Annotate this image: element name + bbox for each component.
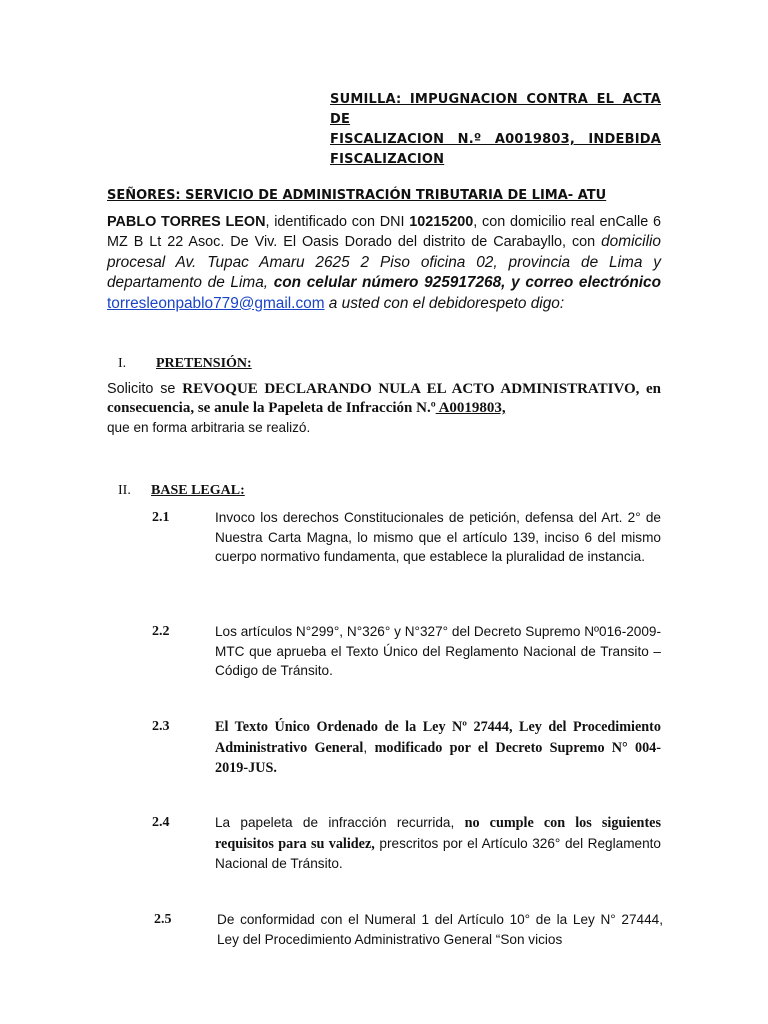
item-2-3-bold-2: modificado por el Decreto Supremo N° 004-2019-JUS.: [215, 739, 661, 777]
email-link[interactable]: torresleonpablo779@gmail.com: [107, 294, 325, 312]
solicito-line-3: que en forma arbitraria se realizó.: [107, 420, 311, 435]
sumilla-line-2: FISCALIZACION N.º A0019803, INDEBIDA: [330, 132, 661, 147]
intro-text-3: domicilio procesal Av. Tupac Amaru 2625 2 Piso oficina 02, provincia de Lima y departamento de Lima,: [107, 233, 661, 292]
item-2-4-text-1: La papeleta de infracción recurrida,: [215, 815, 465, 830]
solicito-bold: REVOQUE DECLARANDO NULA EL ACTO ADMINISTRATIVO, en consecuencia, se anule la Papeleta de Infracción N.º: [107, 381, 661, 416]
item-2-4-number: 2.4: [152, 815, 170, 830]
solicito-main: [107, 380, 661, 418]
item-2-4-text-2: prescritos por el Artículo 326° del Reglamento Nacional de Tránsito.: [215, 835, 661, 872]
intro-text-2: , con domicilio real enCalle 6 MZ B Lt 22 Asoc. De Viv. El Oasis Dorado del distrito de Carabayllo, con: [107, 214, 662, 251]
sumilla-block: [330, 90, 661, 170]
item-2-2-number: 2.2: [152, 624, 170, 639]
applicant-name: PABLO TORRES LEON: [107, 214, 266, 230]
section-2-heading: [118, 480, 245, 500]
intro-contact: con celular número 925917268, y correo electrónico: [273, 274, 661, 292]
section-1-heading: [118, 353, 252, 373]
intro-text-5: a usted con el debidorespeto digo:: [324, 294, 565, 312]
solicito-paragraph: [107, 380, 661, 437]
addressee-line: SEÑORES: SERVICIO DE ADMINISTRACIÓN TRIBUTARIA DE LIMA- ATU: [107, 188, 607, 203]
solicito-text: Solicito se: [107, 381, 183, 397]
item-2-3-text: [215, 717, 661, 779]
section-1-number: I.: [118, 356, 127, 371]
section-2-title: BASE LEGAL:: [151, 483, 245, 498]
item-2-2-text: Los artículos N°299°, N°326° y N°327° del Decreto Supremo Nº016-2009-MTC que aprueba el Texto Único del Reglamento Nacional de Transito – Código de Tránsito.: [215, 624, 661, 679]
intro-paragraph: [107, 212, 661, 314]
item-2-3-number: 2.3: [152, 719, 170, 734]
section-1-title: PRETENSIÓN:: [156, 356, 252, 371]
item-2-4-text: [215, 813, 661, 874]
item-2-5-text: De conformidad con el Numeral 1 del Artículo 10° de la Ley N° 27444, Ley del Procedimiento Administrativo General “Son vicios: [217, 912, 663, 947]
item-2-1-text: Invoco los derechos Constitucionales de petición, defensa del Art. 2° de Nuestra Carta Magna, lo mismo que el artículo 139, inciso 6 del mismo cuerpo normativo fundamenta, que establece la pluralidad de instancia.: [215, 510, 661, 565]
item-2-3-bold-1: El Texto Único Ordenado de la Ley Nº 27444, Ley del Procedimiento Administrativo General: [215, 719, 661, 756]
item-2-1-number: 2.1: [152, 510, 170, 525]
dni-number: 10215200: [409, 214, 474, 230]
section-2-number: II.: [118, 483, 131, 498]
papeleta-number: A0019803,: [435, 400, 506, 416]
sumilla-line-3: FISCALIZACION: [330, 152, 445, 167]
sumilla-line-1: SUMILLA: IMPUGNACION CONTRA EL ACTA DE: [330, 92, 661, 127]
item-2-3-comma: ,: [363, 739, 375, 755]
item-2-5-number: 2.5: [154, 912, 172, 927]
intro-text-1: , identificado con DNI: [265, 214, 410, 230]
item-2-4-bold: no cumple con los siguientes requisitos para su validez,: [215, 815, 661, 852]
